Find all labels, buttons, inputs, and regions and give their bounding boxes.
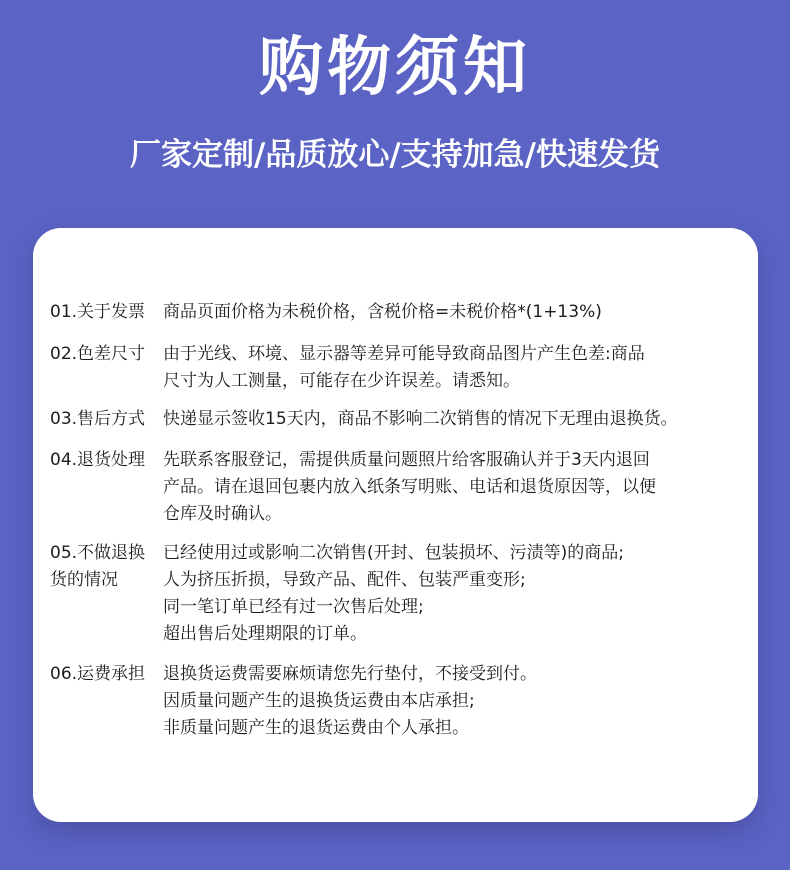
page-subtitle: 厂家定制/品质放心/支持加急/快速发货: [130, 137, 660, 173]
notice-label: 04.退货处理: [50, 450, 146, 470]
notice-line: 仓库及时确认。: [163, 504, 282, 524]
notice-label: 06.运费承担: [50, 664, 146, 684]
notice-content: [163, 661, 748, 742]
notice-label: 03.售后方式: [50, 409, 146, 429]
notice-line: 因质量问题产生的退换货运费由本店承担;: [163, 691, 475, 711]
notice-line: 人为挤压折损，导致产品、配件、包装严重变形;: [163, 570, 526, 590]
notice-content: [163, 341, 748, 395]
notice-line: 先联系客服登记，需提供质量问题照片给客服确认并于3天内退回: [163, 450, 650, 470]
notice-line: 尺寸为人工测量，可能存在少许误差。请悉知。: [163, 371, 520, 391]
notice-line: 快递显示签收15天内，商品不影响二次销售的情况下无理由退换货。: [163, 409, 678, 429]
notice-label: 01.关于发票: [50, 302, 146, 322]
notice-content: [163, 540, 748, 648]
notice-line: 同一笔订单已经有过一次售后处理;: [163, 597, 424, 617]
notice-card: [33, 228, 758, 822]
notice-line: 超出售后处理期限的订单。: [163, 624, 367, 644]
page-title: 购物须知: [259, 31, 531, 105]
notice-line: 产品。请在退回包裹内放入纸条写明账、电话和退货原因等，以便: [163, 477, 656, 497]
notice-label: 05.不做退换 货的情况: [50, 543, 146, 590]
notice-content: [163, 447, 748, 528]
notice-line: 非质量问题产生的退货运费由个人承担。: [163, 718, 469, 738]
notice-label: 02.色差尺寸: [50, 344, 146, 364]
notice-line: 退换货运费需要麻烦请您先行垫付，不接受到付。: [163, 664, 537, 684]
notice-line: 由于光线、环境、显示器等差异可能导致商品图片产生色差:商品: [163, 344, 645, 364]
notice-line: 商品页面价格为未税价格，含税价格=未税价格*(1+13%): [163, 302, 602, 322]
notice-content: [163, 406, 748, 433]
notice-content: [163, 299, 748, 326]
notice-line: 已经使用过或影响二次销售(开封、包装损坏、污渍等)的商品;: [163, 543, 624, 563]
